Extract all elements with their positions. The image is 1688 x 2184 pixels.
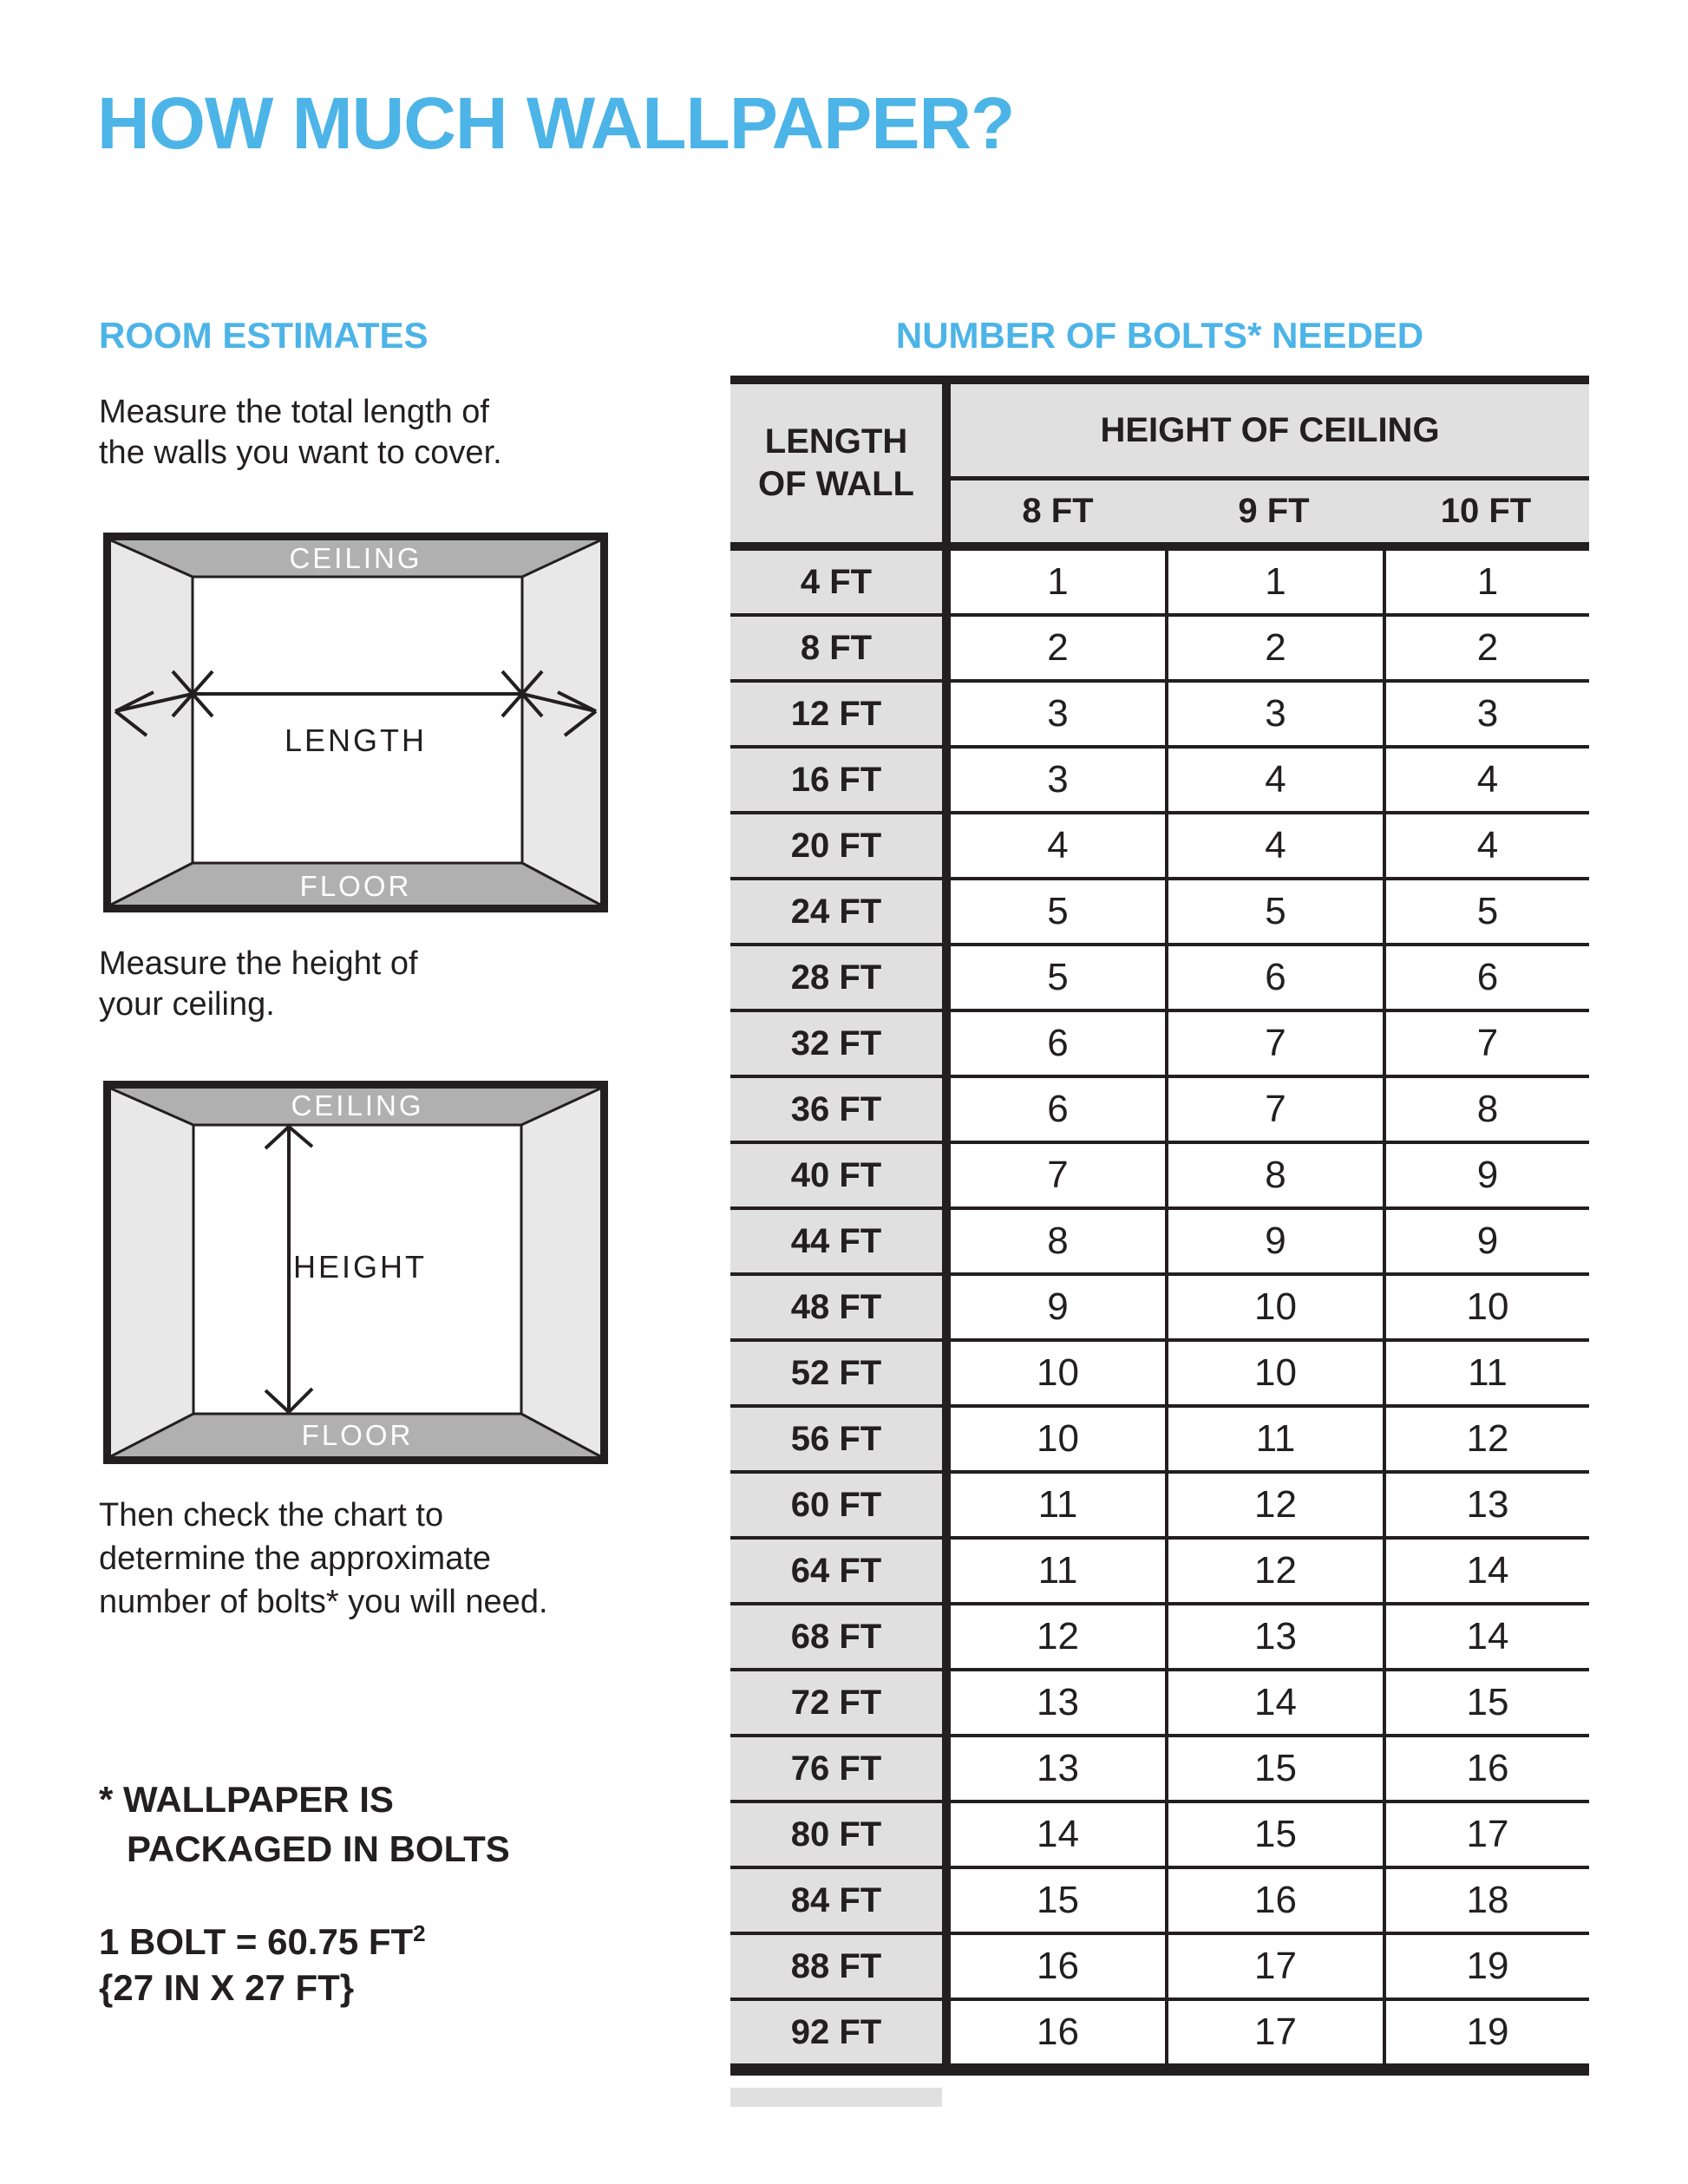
column-divider [942, 1144, 951, 1206]
row-label: 60 FT [730, 1474, 942, 1536]
row-value: 7 [951, 1144, 1165, 1206]
column-divider [942, 551, 951, 613]
row-value: 12 [1168, 1474, 1383, 1536]
column-divider [942, 1342, 951, 1404]
table-bottom-border [730, 2063, 1589, 2076]
row-value: 7 [1386, 1012, 1589, 1075]
row-value: 9 [951, 1276, 1165, 1338]
row-value: 5 [1386, 880, 1589, 943]
row-value: 1 [951, 551, 1165, 613]
row-label: 12 FT [730, 683, 942, 745]
row-value: 16 [1168, 1869, 1383, 1932]
table-row [730, 1737, 1589, 1803]
row-label: 4 FT [730, 551, 942, 613]
table-row [730, 1869, 1589, 1935]
right-wall-plane [521, 1089, 600, 1456]
row-value: 2 [1168, 617, 1383, 679]
row-value: 11 [951, 1474, 1165, 1536]
row-value: 6 [1168, 946, 1383, 1009]
row-value: 16 [951, 2001, 1165, 2063]
row-value: 14 [1168, 1671, 1383, 1734]
table-row [730, 2001, 1589, 2063]
row-value: 2 [1386, 617, 1589, 679]
row-value: 13 [951, 1737, 1165, 1800]
row-value: 15 [1168, 1737, 1383, 1800]
row-label: 32 FT [730, 1012, 942, 1075]
row-value: 1 [1386, 551, 1589, 613]
row-value: 4 [951, 814, 1165, 877]
row-value: 11 [1168, 1408, 1383, 1470]
table-row [730, 1671, 1589, 1737]
row-value: 5 [1168, 880, 1383, 943]
height-label: HEIGHT [292, 1249, 428, 1285]
wallpaper-footnote [99, 1775, 510, 1873]
room-height-diagram [103, 1081, 608, 1464]
row-label: 72 FT [730, 1671, 942, 1734]
subheader-row [951, 481, 1589, 542]
table-row [730, 749, 1589, 814]
row-value: 16 [951, 1935, 1165, 1998]
row-header-line: OF WALL [758, 465, 914, 503]
table-row [730, 1935, 1589, 2001]
row-value: 14 [1386, 1605, 1589, 1668]
row-label: 84 FT [730, 1869, 942, 1932]
table-header-border [730, 542, 1589, 551]
column-divider [942, 1540, 951, 1602]
row-label: 44 FT [730, 1210, 942, 1272]
row-value: 5 [951, 880, 1165, 943]
row-value: 17 [1168, 2001, 1383, 2063]
row-value: 4 [1386, 749, 1589, 811]
table-row [730, 1342, 1589, 1408]
column-divider [942, 1737, 951, 1800]
row-value: 18 [1386, 1869, 1589, 1932]
instruction-measure-height [99, 944, 418, 1025]
table-top-border [730, 376, 1589, 384]
footnote-line [99, 1775, 510, 1824]
table-row [730, 946, 1589, 1012]
column-divider [942, 1671, 951, 1734]
row-value: 4 [1168, 814, 1383, 877]
row-label: 40 FT [730, 1144, 942, 1206]
row-value: 4 [1386, 814, 1589, 877]
row-value: 13 [951, 1671, 1165, 1734]
row-value: 11 [1386, 1342, 1589, 1404]
column-divider [942, 1210, 951, 1272]
column-divider [942, 1012, 951, 1075]
instruction-line: your ceiling. [99, 986, 275, 1023]
asterisk: * [99, 1779, 114, 1820]
row-label: 80 FT [730, 1803, 942, 1866]
column-divider [942, 749, 951, 811]
table-footer-tab [730, 2088, 942, 2107]
superscript-2: 2 [413, 1920, 426, 1946]
row-value: 12 [1168, 1540, 1383, 1602]
row-label: 36 FT [730, 1078, 942, 1141]
row-value: 14 [1386, 1540, 1589, 1602]
row-label: 92 FT [730, 2001, 942, 2063]
row-value: 14 [951, 1803, 1165, 1866]
table-row [730, 683, 1589, 749]
instruction-line: the walls you want to cover. [99, 435, 502, 471]
row-value: 10 [1386, 1276, 1589, 1338]
column-divider [942, 617, 951, 679]
row-value: 9 [1386, 1144, 1589, 1206]
row-value: 5 [951, 946, 1165, 1009]
room-estimates-heading: ROOM ESTIMATES [99, 315, 429, 356]
row-header-line: LENGTH [764, 422, 908, 461]
row-value: 6 [951, 1012, 1165, 1075]
row-value: 9 [1386, 1210, 1589, 1272]
table-row [730, 551, 1589, 617]
row-value: 12 [951, 1605, 1165, 1668]
instruction-line: Measure the height of [99, 945, 418, 982]
column-divider [942, 1803, 951, 1866]
instruction-line: determine the approximate [99, 1540, 492, 1577]
row-value: 6 [1386, 946, 1589, 1009]
row-value: 17 [1168, 1935, 1383, 1998]
room-length-diagram [103, 533, 608, 912]
row-value: 1 [1168, 551, 1383, 613]
footnote-line: PACKAGED IN BOLTS [127, 1828, 510, 1869]
row-value: 10 [951, 1342, 1165, 1404]
row-value: 19 [1386, 1935, 1589, 1998]
table-row [730, 1605, 1589, 1671]
row-label: 24 FT [730, 880, 942, 943]
instruction-check-chart [99, 1494, 548, 1624]
page-title: HOW MUCH WALLPAPER? [97, 82, 1015, 164]
row-value: 4 [1168, 749, 1383, 811]
row-value: 10 [951, 1408, 1165, 1470]
bolt-equation [99, 1919, 426, 1965]
row-label: 64 FT [730, 1540, 942, 1602]
table-row [730, 1210, 1589, 1276]
row-value: 3 [1386, 683, 1589, 745]
row-label: 48 FT [730, 1276, 942, 1338]
ceiling-label: CEILING [291, 1089, 424, 1121]
floor-label: FLOOR [301, 1419, 414, 1451]
row-value: 8 [1168, 1144, 1383, 1206]
bolt-dimensions: {27 IN X 27 FT} [99, 1967, 355, 2008]
column-divider [942, 1605, 951, 1668]
row-value: 10 [1168, 1276, 1383, 1338]
row-value: 15 [951, 1869, 1165, 1932]
row-label: 68 FT [730, 1605, 942, 1668]
bolts-table-heading: NUMBER OF BOLTS* NEEDED [895, 315, 1424, 356]
row-value: 15 [1168, 1803, 1383, 1866]
row-value: 15 [1386, 1671, 1589, 1734]
row-label: 20 FT [730, 814, 942, 877]
table-row [730, 1078, 1589, 1144]
column-divider [942, 1078, 951, 1141]
column-divider [942, 1408, 951, 1470]
column-header-group [942, 384, 1589, 542]
row-label: 52 FT [730, 1342, 942, 1404]
column-divider [942, 1474, 951, 1536]
table-row [730, 1144, 1589, 1210]
table-row [730, 1803, 1589, 1869]
col-header-9ft: 9 FT [1238, 492, 1310, 530]
row-value: 3 [1168, 683, 1383, 745]
column-divider [942, 683, 951, 745]
column-divider [942, 2001, 951, 2063]
row-value: 8 [951, 1210, 1165, 1272]
table-row [730, 1474, 1589, 1540]
row-value: 8 [1386, 1078, 1589, 1141]
group-header-cell: HEIGHT OF CEILING [951, 384, 1589, 476]
table-row [730, 1540, 1589, 1605]
instruction-line: number of bolts* you will need. [99, 1584, 548, 1620]
table-row [730, 617, 1589, 683]
back-wall [193, 577, 522, 863]
table-row [730, 814, 1589, 880]
row-value: 9 [1168, 1210, 1383, 1272]
row-value: 13 [1386, 1474, 1589, 1536]
left-wall-plane [111, 1089, 193, 1456]
instruction-line: Measure the total length of [99, 394, 489, 430]
col-header-8ft: 8 FT [1022, 492, 1094, 530]
row-value: 13 [1168, 1605, 1383, 1668]
table-header [730, 384, 1589, 542]
row-value: 2 [951, 617, 1165, 679]
table-row [730, 880, 1589, 946]
row-value: 17 [1386, 1803, 1589, 1866]
table-row [730, 1408, 1589, 1474]
instruction-measure-length [99, 392, 502, 474]
footnote-text: WALLPAPER IS [123, 1779, 394, 1820]
row-value: 6 [951, 1078, 1165, 1141]
row-value: 16 [1386, 1737, 1589, 1800]
bolts-table-body [730, 551, 1589, 2063]
length-label: LENGTH [284, 723, 428, 758]
row-value: 3 [951, 683, 1165, 745]
row-value: 10 [1168, 1342, 1383, 1404]
table-row [730, 1276, 1589, 1342]
bolt-size-note [99, 1919, 426, 2011]
column-divider [942, 1276, 951, 1338]
row-value: 7 [1168, 1012, 1383, 1075]
column-divider [942, 1935, 951, 1998]
table-row [730, 1012, 1589, 1078]
row-label: 8 FT [730, 617, 942, 679]
column-divider [942, 814, 951, 877]
instruction-line: Then check the chart to [99, 1497, 444, 1533]
bolts-table [730, 376, 1589, 2076]
right-wall-plane [522, 540, 600, 905]
row-label: 56 FT [730, 1408, 942, 1470]
row-value: 12 [1386, 1408, 1589, 1470]
column-divider [942, 1869, 951, 1932]
col-header-10ft: 10 FT [1440, 492, 1532, 530]
row-label: 88 FT [730, 1935, 942, 1998]
column-divider [942, 946, 951, 1009]
column-divider [942, 880, 951, 943]
row-value: 19 [1386, 2001, 1589, 2063]
row-label: 16 FT [730, 749, 942, 811]
floor-label: FLOOR [299, 870, 412, 902]
row-value: 3 [951, 749, 1165, 811]
row-label: 28 FT [730, 946, 942, 1009]
row-value: 11 [951, 1540, 1165, 1602]
row-value: 7 [1168, 1078, 1383, 1141]
left-wall-plane [111, 540, 193, 905]
row-label: 76 FT [730, 1737, 942, 1800]
ceiling-label: CEILING [289, 542, 422, 574]
row-header-cell [730, 384, 942, 542]
bolt-equation-text: 1 BOLT = 60.75 FT [99, 1921, 414, 1962]
